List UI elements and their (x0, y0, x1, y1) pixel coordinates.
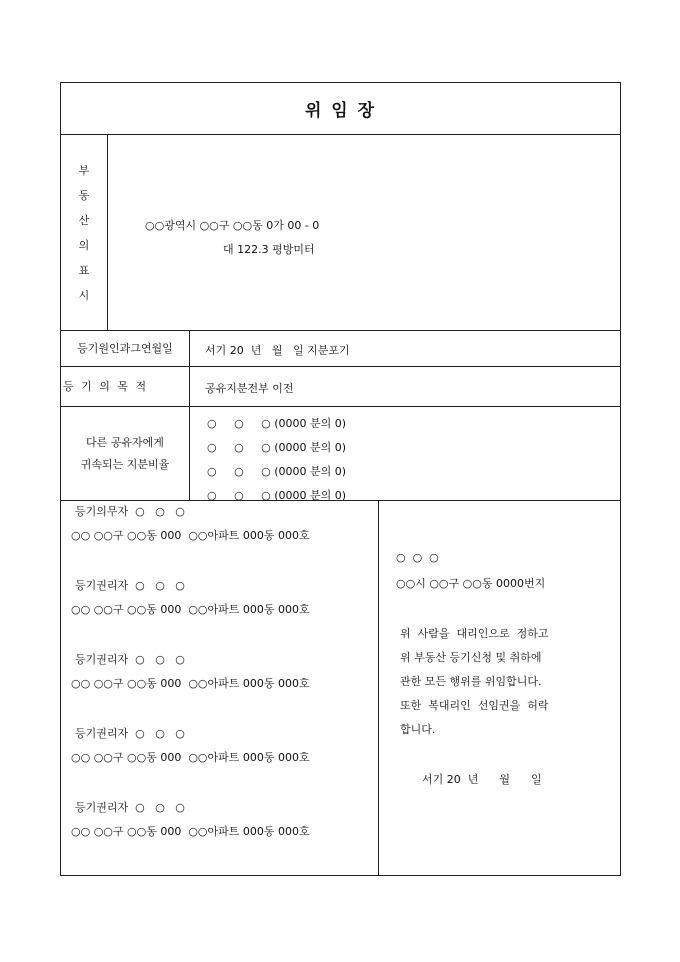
agent-date: 서기 20 년 월 일 (422, 773, 542, 786)
property-label-char: 시 (78, 289, 90, 302)
agent-name: ○ ○ ○ (396, 551, 439, 564)
property-area: 대 122.3 평방미터 (223, 243, 315, 256)
document-title: 위 임 장 (304, 101, 377, 121)
agent-text-line: 합니다. (400, 723, 436, 736)
agent-address: ○○시 ○○구 ○○동 0000번지 (396, 577, 546, 590)
holder-name: 등기권리자 ○ ○ ○ (75, 579, 185, 592)
parties-list (61, 501, 379, 875)
holder-address: ○○ ○○구 ○○동 000 ○○아파트 000동 000호 (71, 677, 310, 690)
agent-section (378, 501, 620, 875)
property-description (107, 135, 620, 330)
property-label-char: 의 (78, 239, 90, 252)
property-label (61, 135, 107, 330)
share-ratio-line: ○ ○ ○ (0000 분의 0) (207, 465, 347, 478)
agent-text-line: 관한 모든 행위를 위임합니다. (400, 675, 542, 688)
share-ratio-values (189, 407, 620, 500)
registration-cause-value (189, 331, 620, 366)
property-label-char: 표 (78, 264, 90, 277)
property-address: ○○광역시 ○○구 ○○동 0가 00 - 0 (145, 219, 320, 232)
registration-purpose-label: 등 기 의 목 적 (63, 379, 149, 393)
obligor-name: 등기의무자 ○ ○ ○ (75, 505, 185, 518)
share-ratio-line: ○ ○ ○ (0000 분의 0) (207, 417, 347, 430)
share-ratio-label-line2: 귀속되는 지분비율 (80, 457, 170, 471)
holder-name: 등기권리자 ○ ○ ○ (75, 801, 185, 814)
share-ratio-line: ○ ○ ○ (0000 분의 0) (207, 489, 347, 502)
holder-name: 등기권리자 ○ ○ ○ (75, 653, 185, 666)
property-label-char: 산 (78, 214, 90, 227)
registration-cause-row (61, 331, 620, 367)
holder-address: ○○ ○○구 ○○동 000 ○○아파트 000동 000호 (71, 825, 310, 838)
obligor-address: ○○ ○○구 ○○동 000 ○○아파트 000동 000호 (71, 529, 310, 542)
agent-text-line: 또한 복대리인 선임권을 허락 (400, 699, 549, 712)
title-row (61, 83, 620, 135)
holder-name: 등기권리자 ○ ○ ○ (75, 727, 185, 740)
share-ratio-label (61, 407, 189, 500)
holder-address: ○○ ○○구 ○○동 000 ○○아파트 000동 000호 (71, 603, 310, 616)
registration-purpose-text: 공유지분전부 이전 (205, 382, 294, 395)
holder-address: ○○ ○○구 ○○동 000 ○○아파트 000동 000호 (71, 751, 310, 764)
property-label-char: 동 (78, 189, 90, 202)
property-label-char: 부 (78, 164, 90, 177)
agent-text-line: 위 부동산 등기신청 및 취하에 (400, 651, 542, 664)
registration-cause-label: 등기원인과그연월일 (77, 341, 173, 355)
property-row (61, 135, 620, 331)
registration-cause-text: 서기 20 년 월 일 지분포기 (205, 344, 350, 357)
registration-purpose-row (61, 367, 620, 407)
parties-section (61, 501, 620, 875)
share-ratio-row (61, 407, 620, 501)
registration-purpose-value (189, 367, 620, 406)
power-of-attorney-form (60, 82, 621, 876)
share-ratio-line: ○ ○ ○ (0000 분의 0) (207, 441, 347, 454)
agent-text-line: 위 사람을 대리인으로 정하고 (400, 627, 549, 640)
share-ratio-label-line1: 다른 공유자에게 (86, 435, 164, 449)
